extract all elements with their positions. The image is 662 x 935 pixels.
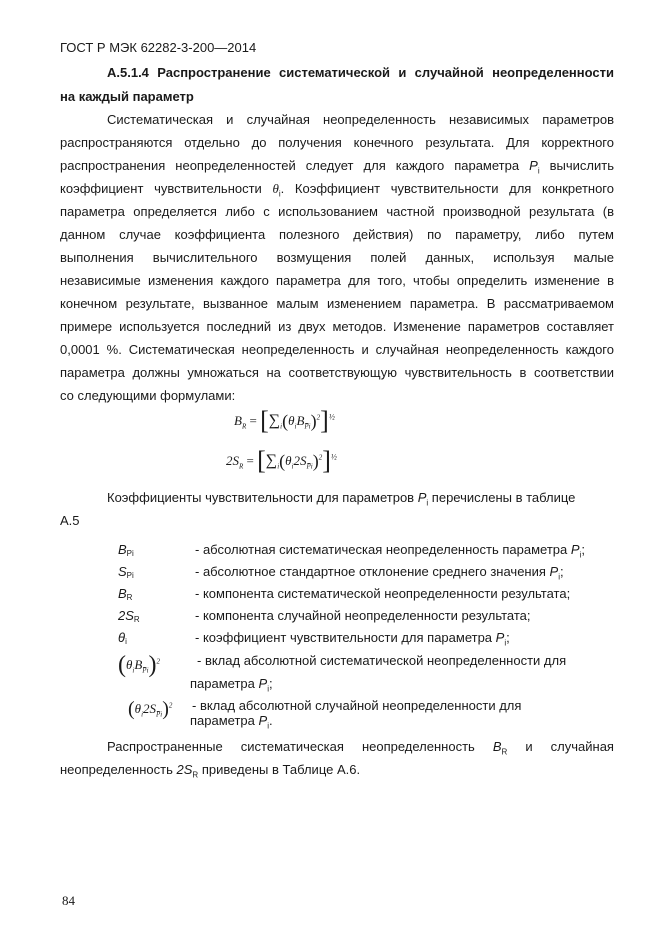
para1-text: . Коэффициент чувствительности для конкретного xyxy=(280,181,614,196)
formula-sr: $2S_R = [\sum_i(\theta_i2S_{P̅i})^2]^{\frac{1}{2}}$ xyxy=(226,446,337,475)
def-symbol: $2S_R$ xyxy=(118,608,140,624)
para1-line: независимые изменения каждого параметра для того, чтобы определить изменение в xyxy=(60,273,614,288)
contribution-text: параметра $P_i$. xyxy=(190,713,273,731)
para2-line: Коэффициенты чувствительности для параметров $P_i$ перечислены в таблице xyxy=(107,490,576,508)
para1-line: Систематическая и случайная неопределенность независимых параметров xyxy=(107,112,614,127)
page-number: 84 xyxy=(62,893,75,908)
para3-line: Распространенные систематическая неопределенность $B_R$ и случайная xyxy=(107,739,614,757)
para1-line: со следующими формулами: xyxy=(60,388,236,403)
para1-line: распространяются отдельно до получения конечного результата. Для корректного xyxy=(60,135,614,150)
para1-line: параметра должны умножаться на соответствующую чувствительность в соответствии xyxy=(60,365,614,380)
para2-line: А.5 xyxy=(60,513,80,528)
section-heading-cont: на каждый параметр xyxy=(60,89,194,104)
para1-line: примере используется последний из двух методов. Изменение параметров составляет xyxy=(60,319,614,334)
para1-line: 0,0001 %. Систематическая неопределенность и случайная неопределенность каждого xyxy=(60,342,614,357)
contribution-text: - вклад абсолютной случайной неопределенности для xyxy=(192,698,522,713)
formula-br: $B_R = [\sum_i(\theta_iB_{P̅i})^2]^{\frac{1}{2}}$ xyxy=(234,406,335,435)
def-text: - компонента случайной неопределенности результата; xyxy=(195,608,531,623)
contribution-random-formula: $(\theta_i2S_{P̅i})^2$ xyxy=(128,698,173,720)
def-text: - абсолютное стандартное отклонение среднего значения $P_i$; xyxy=(195,564,564,582)
para3-line: неопределенность $2S_R$ приведены в Таблице А.6. xyxy=(60,762,361,780)
def-text: - коэффициент чувствительности для параметра $P_i$; xyxy=(195,630,510,648)
def-symbol: $B_R$ xyxy=(118,586,133,602)
contribution-text: - вклад абсолютной систематической неопределенности для xyxy=(197,653,567,668)
document-header: ГОСТ Р МЭК 62282-3-200—2014 xyxy=(60,40,257,55)
para1-line: коэффициент чувствительности $\theta_i$. Коэффициент чувствительности для конкретного xyxy=(60,181,614,199)
para1-line: параметра определяется либо с использованием частной производной результата (в xyxy=(60,204,614,219)
def-text: - абсолютная систематическая неопределенность параметра $P_i$; xyxy=(195,542,585,560)
para1-text: коэффициент чувствительности xyxy=(60,181,262,196)
para1-text: вычислить xyxy=(549,158,614,173)
contribution-text: параметра $P_i$; xyxy=(190,676,273,694)
para1-line: конечном результате, вызванное малым изменением параметра. В рассматриваемом xyxy=(60,296,614,311)
para1-line: выполнения вычислительного возмущения полей данных, используя малые xyxy=(60,250,614,265)
def-symbol: $S_{Pi}$ xyxy=(118,564,134,580)
contribution-systematic-formula: $(\theta_iB_{P̅i})^2$ xyxy=(118,652,161,678)
def-symbol: $B_{Pi}$ xyxy=(118,542,134,558)
def-text: - компонента систематической неопределенности результата; xyxy=(195,586,571,601)
section-heading: А.5.1.4 Распространение систематической и случайной неопределенности xyxy=(107,65,614,80)
para1-text: распространения неопределенностей следует для каждого параметра xyxy=(60,158,520,173)
para1-line: данном случае коэффициента полезного действия) по параметру, либо путем xyxy=(60,227,614,242)
para1-line: распространения неопределенностей следует для каждого параметра $P_i$ вычислить xyxy=(60,158,614,176)
def-symbol: $\theta_i$ xyxy=(118,630,127,646)
